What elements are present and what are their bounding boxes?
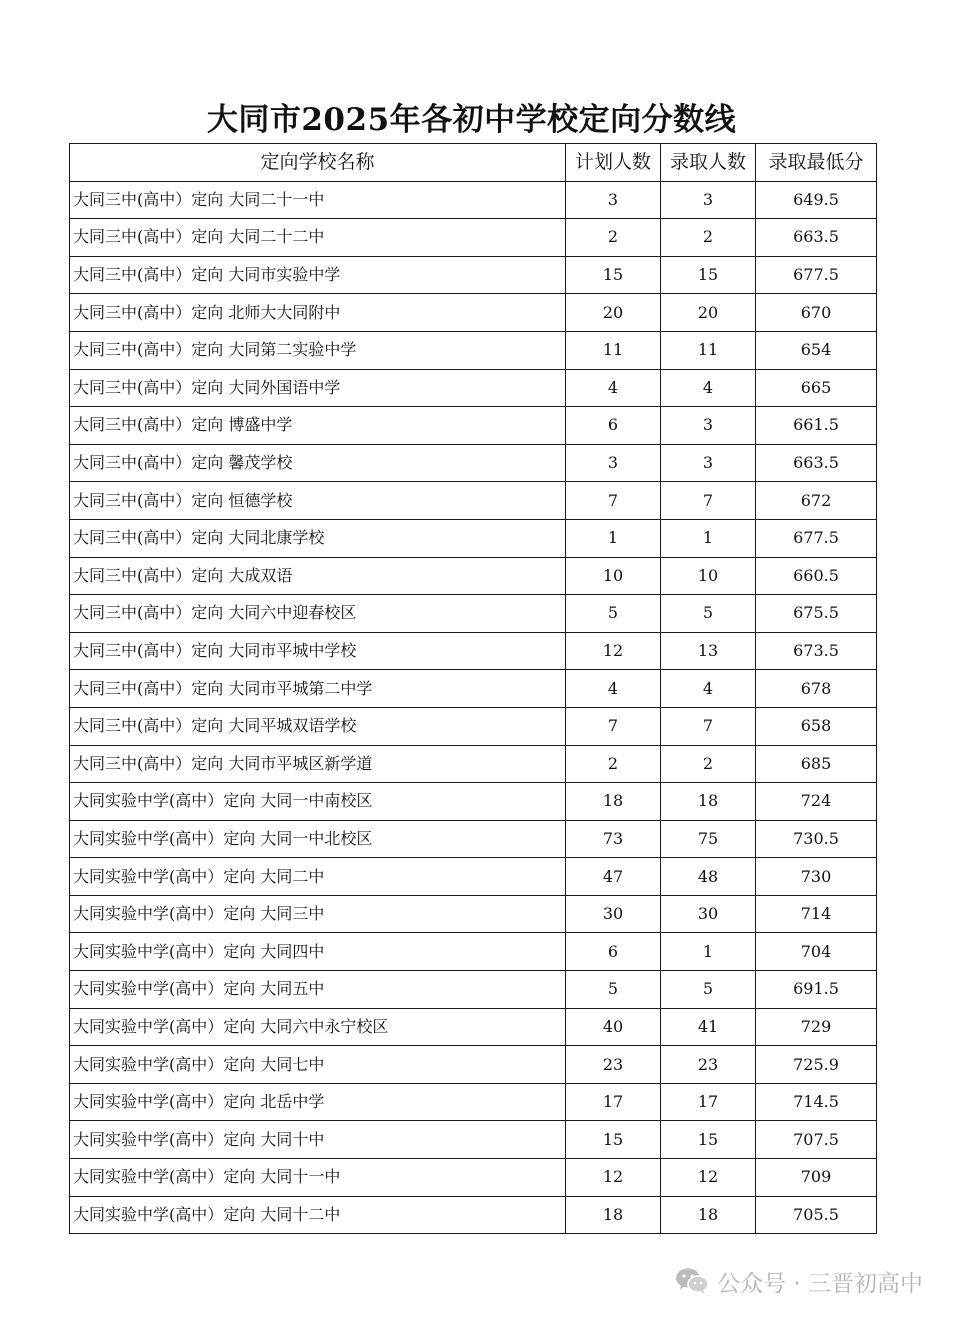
cell-planned-count: 6	[566, 407, 661, 445]
header-admitted-count: 录取人数	[661, 144, 756, 182]
cell-planned-count: 40	[566, 1008, 661, 1046]
cell-admitted-count: 18	[661, 783, 756, 821]
cell-admitted-count: 7	[661, 482, 756, 520]
table-row	[70, 745, 877, 783]
cell-planned-count: 7	[566, 707, 661, 745]
cell-admitted-count: 3	[661, 181, 756, 219]
cell-admitted-count: 5	[661, 971, 756, 1009]
cell-planned-count: 12	[566, 632, 661, 670]
table-row	[70, 783, 877, 821]
table-header-row	[70, 144, 877, 182]
table-row	[70, 632, 877, 670]
cell-admitted-count: 17	[661, 1083, 756, 1121]
cell-min-score: 665	[756, 369, 877, 407]
cell-min-score: 730	[756, 858, 877, 896]
cell-school-name: 大同实验中学(高中）定向 北岳中学	[70, 1083, 566, 1121]
cell-min-score: 677.5	[756, 256, 877, 294]
cell-admitted-count: 15	[661, 256, 756, 294]
cell-school-name: 大同实验中学(高中）定向 大同六中永宁校区	[70, 1008, 566, 1046]
cell-admitted-count: 7	[661, 707, 756, 745]
cell-min-score: 677.5	[756, 519, 877, 557]
cell-school-name: 大同三中(高中）定向 大同第二实验中学	[70, 331, 566, 369]
cell-school-name: 大同实验中学(高中）定向 大同十中	[70, 1121, 566, 1159]
cell-school-name: 大同实验中学(高中）定向 大同五中	[70, 971, 566, 1009]
cell-planned-count: 4	[566, 670, 661, 708]
cell-planned-count: 18	[566, 1196, 661, 1234]
cell-school-name: 大同实验中学(高中）定向 大同四中	[70, 933, 566, 971]
watermark	[675, 1263, 923, 1299]
table-row	[70, 219, 877, 257]
cell-admitted-count: 13	[661, 632, 756, 670]
cell-school-name: 大同三中(高中）定向 馨茂学校	[70, 444, 566, 482]
cell-min-score: 707.5	[756, 1121, 877, 1159]
cell-min-score: 670	[756, 294, 877, 332]
table-row	[70, 595, 877, 633]
cell-admitted-count: 10	[661, 557, 756, 595]
table-row	[70, 858, 877, 896]
cell-school-name: 大同三中(高中）定向 博盛中学	[70, 407, 566, 445]
cell-admitted-count: 4	[661, 670, 756, 708]
cell-planned-count: 6	[566, 933, 661, 971]
cell-planned-count: 5	[566, 595, 661, 633]
cell-school-name: 大同三中(高中）定向 大成双语	[70, 557, 566, 595]
table-row	[70, 519, 877, 557]
cell-min-score: 658	[756, 707, 877, 745]
cell-admitted-count: 23	[661, 1046, 756, 1084]
table-row	[70, 670, 877, 708]
cell-school-name: 大同三中(高中）定向 大同市实验中学	[70, 256, 566, 294]
table-row	[70, 1046, 877, 1084]
cell-min-score: 685	[756, 745, 877, 783]
cell-planned-count: 23	[566, 1046, 661, 1084]
table-row	[70, 294, 877, 332]
cell-school-name: 大同三中(高中）定向 大同市平城中学校	[70, 632, 566, 670]
cell-admitted-count: 4	[661, 369, 756, 407]
cell-planned-count: 12	[566, 1159, 661, 1197]
table-row	[70, 557, 877, 595]
cell-admitted-count: 3	[661, 407, 756, 445]
cell-school-name: 大同三中(高中）定向 大同北康学校	[70, 519, 566, 557]
cell-min-score: 714	[756, 895, 877, 933]
table-row	[70, 971, 877, 1009]
cell-min-score: 673.5	[756, 632, 877, 670]
page-title: 大同市2025年各初中学校定向分数线	[206, 102, 737, 138]
cell-planned-count: 2	[566, 219, 661, 257]
cell-planned-count: 5	[566, 971, 661, 1009]
cell-min-score: 654	[756, 331, 877, 369]
cell-school-name: 大同三中(高中）定向 大同市平城区新学道	[70, 745, 566, 783]
table-row	[70, 369, 877, 407]
cell-admitted-count: 75	[661, 820, 756, 858]
cell-min-score: 724	[756, 783, 877, 821]
header-school-name: 定向学校名称	[70, 144, 566, 182]
cell-min-score: 704	[756, 933, 877, 971]
cell-min-score: 709	[756, 1159, 877, 1197]
cell-min-score: 661.5	[756, 407, 877, 445]
cell-admitted-count: 1	[661, 933, 756, 971]
cell-min-score: 663.5	[756, 219, 877, 257]
cell-school-name: 大同三中(高中）定向 大同平城双语学校	[70, 707, 566, 745]
cell-min-score: 649.5	[756, 181, 877, 219]
table-row	[70, 482, 877, 520]
header-min-score: 录取最低分	[756, 144, 877, 182]
cell-min-score: 729	[756, 1008, 877, 1046]
table-row	[70, 256, 877, 294]
cell-admitted-count: 18	[661, 1196, 756, 1234]
cell-planned-count: 2	[566, 745, 661, 783]
cell-planned-count: 10	[566, 557, 661, 595]
table-row	[70, 1196, 877, 1234]
table-row	[70, 933, 877, 971]
cell-planned-count: 30	[566, 895, 661, 933]
cell-min-score: 705.5	[756, 1196, 877, 1234]
cell-school-name: 大同三中(高中）定向 大同二十二中	[70, 219, 566, 257]
cell-planned-count: 73	[566, 820, 661, 858]
cell-school-name: 大同三中(高中）定向 恒德学校	[70, 482, 566, 520]
table-row	[70, 1121, 877, 1159]
cell-admitted-count: 41	[661, 1008, 756, 1046]
table-row	[70, 707, 877, 745]
cell-planned-count: 20	[566, 294, 661, 332]
table-row	[70, 895, 877, 933]
header-planned-count: 计划人数	[566, 144, 661, 182]
cell-admitted-count: 15	[661, 1121, 756, 1159]
cell-admitted-count: 2	[661, 745, 756, 783]
cell-school-name: 大同实验中学(高中）定向 大同十一中	[70, 1159, 566, 1197]
score-table	[69, 143, 877, 1234]
cell-min-score: 660.5	[756, 557, 877, 595]
cell-admitted-count: 30	[661, 895, 756, 933]
cell-min-score: 730.5	[756, 820, 877, 858]
cell-planned-count: 11	[566, 331, 661, 369]
cell-planned-count: 4	[566, 369, 661, 407]
cell-min-score: 714.5	[756, 1083, 877, 1121]
cell-school-name: 大同实验中学(高中）定向 大同七中	[70, 1046, 566, 1084]
table-row	[70, 444, 877, 482]
cell-planned-count: 18	[566, 783, 661, 821]
cell-school-name: 大同三中(高中）定向 大同二十一中	[70, 181, 566, 219]
cell-admitted-count: 5	[661, 595, 756, 633]
cell-admitted-count: 48	[661, 858, 756, 896]
cell-planned-count: 15	[566, 1121, 661, 1159]
cell-admitted-count: 11	[661, 331, 756, 369]
cell-min-score: 675.5	[756, 595, 877, 633]
table-row	[70, 1159, 877, 1197]
cell-planned-count: 47	[566, 858, 661, 896]
cell-admitted-count: 12	[661, 1159, 756, 1197]
watermark-text: 公众号 · 三晋初高中	[717, 1270, 923, 1297]
table-row	[70, 181, 877, 219]
cell-min-score: 663.5	[756, 444, 877, 482]
cell-min-score: 725.9	[756, 1046, 877, 1084]
cell-school-name: 大同实验中学(高中）定向 大同一中北校区	[70, 820, 566, 858]
cell-min-score: 678	[756, 670, 877, 708]
cell-planned-count: 1	[566, 519, 661, 557]
cell-admitted-count: 3	[661, 444, 756, 482]
cell-min-score: 672	[756, 482, 877, 520]
cell-admitted-count: 1	[661, 519, 756, 557]
table-row	[70, 1083, 877, 1121]
cell-min-score: 691.5	[756, 971, 877, 1009]
table-row	[70, 407, 877, 445]
cell-planned-count: 7	[566, 482, 661, 520]
table-row	[70, 1008, 877, 1046]
cell-school-name: 大同实验中学(高中）定向 大同二中	[70, 858, 566, 896]
cell-admitted-count: 2	[661, 219, 756, 257]
cell-school-name: 大同实验中学(高中）定向 大同三中	[70, 895, 566, 933]
wechat-icon	[675, 1267, 709, 1295]
table-row	[70, 820, 877, 858]
cell-planned-count: 15	[566, 256, 661, 294]
table-row	[70, 331, 877, 369]
cell-school-name: 大同三中(高中）定向 北师大大同附中	[70, 294, 566, 332]
cell-school-name: 大同三中(高中）定向 大同六中迎春校区	[70, 595, 566, 633]
cell-planned-count: 3	[566, 444, 661, 482]
cell-school-name: 大同实验中学(高中）定向 大同十二中	[70, 1196, 566, 1234]
cell-school-name: 大同三中(高中）定向 大同外国语中学	[70, 369, 566, 407]
cell-planned-count: 17	[566, 1083, 661, 1121]
cell-admitted-count: 20	[661, 294, 756, 332]
cell-school-name: 大同实验中学(高中）定向 大同一中南校区	[70, 783, 566, 821]
cell-planned-count: 3	[566, 181, 661, 219]
cell-school-name: 大同三中(高中）定向 大同市平城第二中学	[70, 670, 566, 708]
